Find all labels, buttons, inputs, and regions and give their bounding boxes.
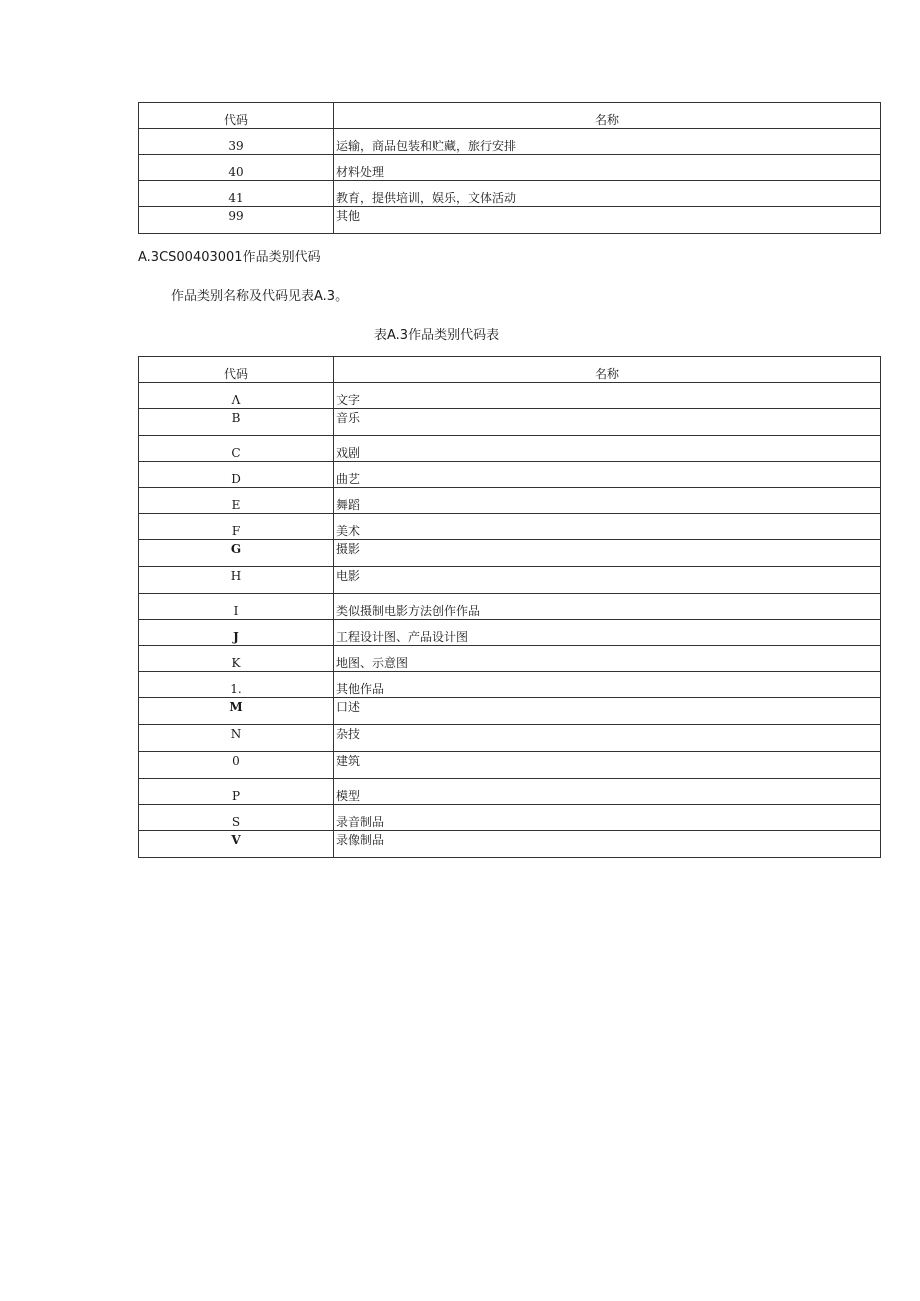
table-row <box>139 646 881 672</box>
name-cell: 材料处理 <box>334 155 881 181</box>
name-cell: 其他作品 <box>334 672 881 698</box>
name-cell: 模型 <box>334 779 881 805</box>
code-cell: 0 <box>139 752 334 779</box>
name-cell: 录音制品 <box>334 805 881 831</box>
name-cell: 舞蹈 <box>334 488 881 514</box>
code-cell: M <box>139 698 334 725</box>
name-cell: 文字 <box>334 383 881 409</box>
table-row <box>139 779 881 805</box>
code-cell: Λ <box>139 383 334 409</box>
code-cell: E <box>139 488 334 514</box>
table-row <box>139 752 881 779</box>
code-cell: J <box>139 620 334 646</box>
table-row <box>139 409 881 436</box>
code-cell: D <box>139 462 334 488</box>
table-row <box>139 540 881 567</box>
code-cell: I <box>139 594 334 620</box>
code-cell: 39 <box>139 129 334 155</box>
table-row <box>139 488 881 514</box>
code-cell: H <box>139 567 334 594</box>
name-cell: 运输，商品包装和贮藏，旅行安排 <box>334 129 881 155</box>
name-cell: 口述 <box>334 698 881 725</box>
table-row <box>139 155 881 181</box>
code-cell: K <box>139 646 334 672</box>
header-code: 代码 <box>139 357 334 383</box>
header-name: 名称 <box>334 103 881 129</box>
work-category-code-table <box>138 356 881 858</box>
name-cell: 电影 <box>334 567 881 594</box>
code-cell: F <box>139 514 334 540</box>
name-cell: 建筑 <box>334 752 881 779</box>
table-row <box>139 462 881 488</box>
code-cell: G <box>139 540 334 567</box>
table-row <box>139 207 881 234</box>
name-cell: 类似摄制电影方法创作作品 <box>334 594 881 620</box>
table-header-row <box>139 357 881 383</box>
name-cell: 美术 <box>334 514 881 540</box>
table-row <box>139 383 881 409</box>
table-row <box>139 725 881 752</box>
name-cell: 其他 <box>334 207 881 234</box>
name-cell: 曲艺 <box>334 462 881 488</box>
header-code: 代码 <box>139 103 334 129</box>
code-cell: P <box>139 779 334 805</box>
table-row <box>139 567 881 594</box>
name-cell: 杂技 <box>334 725 881 752</box>
section-heading: A.3CS00403001作品类别代码 <box>138 250 321 265</box>
code-cell: N <box>139 725 334 752</box>
code-cell: B <box>139 409 334 436</box>
table-header-row <box>139 103 881 129</box>
code-cell: C <box>139 436 334 462</box>
name-cell: 录像制品 <box>334 831 881 858</box>
intro-paragraph: 作品类别名称及代码见表A.3。 <box>171 289 349 304</box>
code-cell: 1. <box>139 672 334 698</box>
code-cell: S <box>139 805 334 831</box>
table-row <box>139 514 881 540</box>
table-row <box>139 181 881 207</box>
table-caption: 表A.3作品类别代码表 <box>374 328 500 343</box>
table-row <box>139 672 881 698</box>
continued-code-table <box>138 102 881 234</box>
name-cell: 地图、示意图 <box>334 646 881 672</box>
name-cell: 工程设计图、产品设计图 <box>334 620 881 646</box>
name-cell: 戏剧 <box>334 436 881 462</box>
table-row <box>139 129 881 155</box>
table-row <box>139 436 881 462</box>
table-row <box>139 805 881 831</box>
code-cell: 99 <box>139 207 334 234</box>
name-cell: 音乐 <box>334 409 881 436</box>
table-row <box>139 831 881 858</box>
header-name: 名称 <box>334 357 881 383</box>
code-cell: 41 <box>139 181 334 207</box>
name-cell: 教育，提供培训，娱乐，文体活动 <box>334 181 881 207</box>
name-cell: 摄影 <box>334 540 881 567</box>
table-row <box>139 594 881 620</box>
table-row <box>139 698 881 725</box>
table-row <box>139 620 881 646</box>
code-cell: V <box>139 831 334 858</box>
code-cell: 40 <box>139 155 334 181</box>
